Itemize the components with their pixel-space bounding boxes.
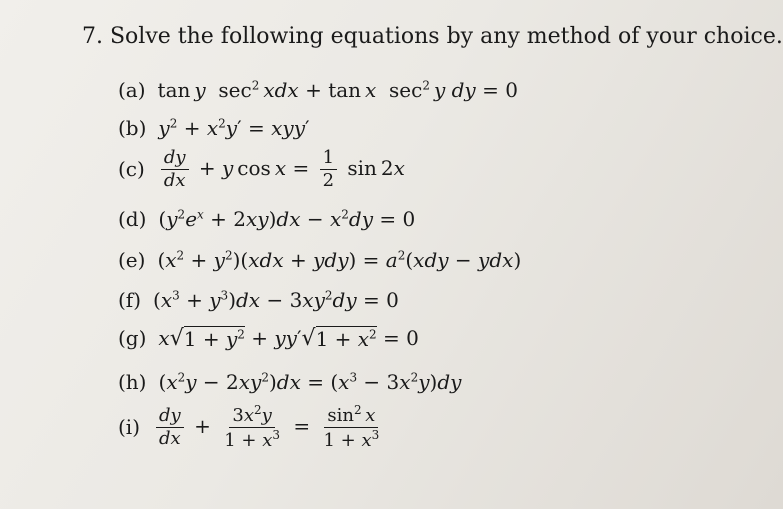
equation-label: (e): [118, 248, 146, 272]
equation-label: (i): [118, 415, 141, 440]
equation-d: [118, 207, 415, 231]
equation-body: $(y^2e^x + 2xy)dx - x^2dy = 0$: [158, 207, 416, 231]
equation-c: [118, 148, 405, 191]
equation-g: [118, 326, 419, 350]
equation-label: (d): [118, 207, 147, 231]
equation-a: [118, 78, 518, 102]
equation-body: $(x^2 + y^2)(xdx + ydy) = a^2(xdy - ydx)$: [157, 248, 522, 272]
equation-f: [118, 288, 399, 312]
equation-body: x √ $1 + y^2$ + yy′ √ $1 + x^2$ = 0: [158, 326, 419, 351]
equation-h: [118, 370, 461, 394]
equation-e: [118, 248, 521, 272]
equation-label: (c): [118, 157, 145, 182]
equation-body: $(x^2y - 2xy^2)dx = (x^3 - 3x^2y)dy$: [158, 370, 462, 394]
equation-label: (f): [118, 288, 142, 312]
equation-label: (h): [118, 370, 147, 394]
equation-label: (g): [118, 326, 147, 350]
equation-label: (b): [118, 116, 147, 140]
equation-body: $y^2 + x^2y' = xyy'$: [158, 116, 310, 140]
problem-title: 7. Solve the following equations by any method of your choice.: [82, 24, 783, 49]
equation-label: (a): [118, 78, 146, 102]
equation-body: $(x^3 + y^3)dx - 3xy^2dy = 0$: [153, 288, 399, 312]
equation-i: [118, 404, 386, 451]
equation-b: [118, 116, 310, 140]
equation-body: tan y $\sec^2$ xdx + tan x $\sec^2 y$ dy = 0: [157, 78, 518, 102]
equation-body: $\frac{dy}{dx}$ + $\frac{3x^2y}{1 + x^3}$ = $\frac{\sin^2 x}{1 + x^3}$: [152, 404, 386, 451]
equation-body: $\frac{dy}{dx}$ + y cos x = $\frac{1}{2}$ sin 2x: [157, 148, 405, 191]
